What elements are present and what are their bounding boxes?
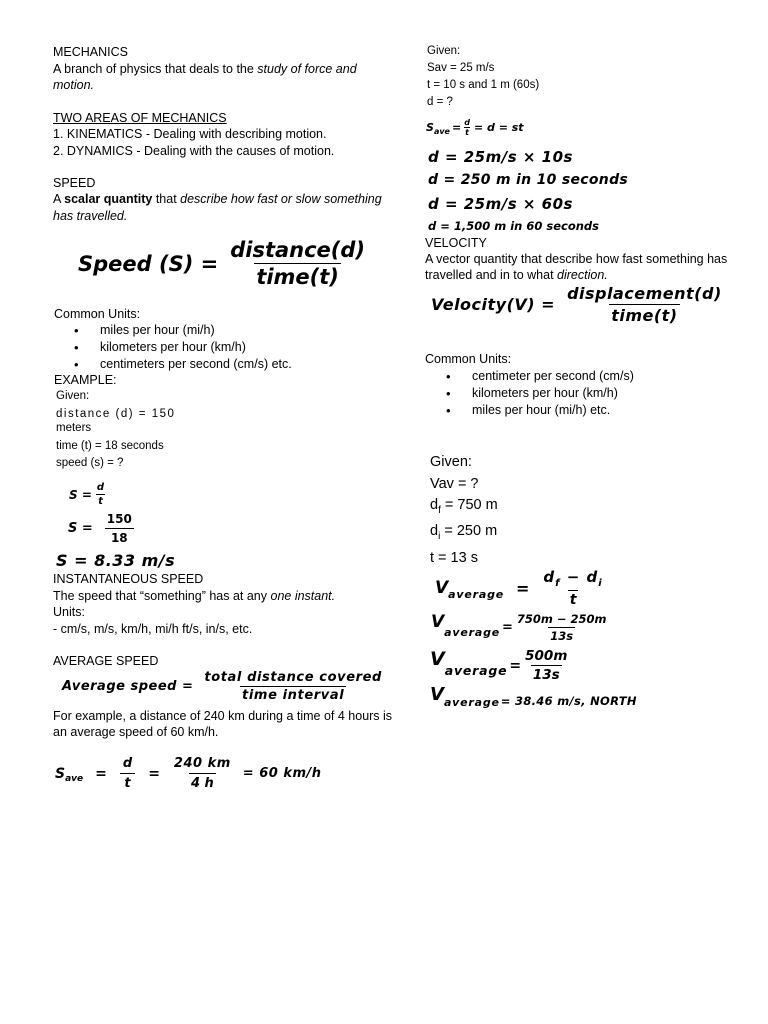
avg-calc-sub: ave [65, 773, 84, 784]
rf1-fraction [463, 118, 471, 137]
vel-formula-lhs: Velocity(V) = [431, 295, 556, 314]
avg-calc-eq1: = [95, 765, 107, 782]
avg-formula-fraction [202, 670, 384, 703]
example-step-1 [69, 482, 106, 507]
velocity-example-given [430, 452, 498, 569]
avg-calc-f2-den: 4 h [189, 773, 216, 791]
speed-formula-num: distance(d) [230, 238, 366, 262]
ve-di-sub: i [438, 531, 441, 543]
speed-formula-lhs: Speed (S) = [78, 251, 219, 276]
v1-v: V [435, 578, 449, 598]
step2-lhs: S = [68, 521, 93, 536]
v2-v: V [431, 611, 445, 632]
avg-calc-eq2: = [148, 765, 160, 782]
speed-formula-den: time(t) [256, 265, 339, 289]
v3-sub: average [444, 663, 508, 678]
mechanics-def-italic: study of force and [257, 62, 357, 76]
speed-formula-fraction [228, 238, 367, 289]
right-common-units-title: Common Units: [425, 352, 512, 366]
velocity-definition-end [425, 267, 608, 283]
right-line-3: d = 25m/s × 60s [428, 195, 573, 213]
example-step-2 [68, 512, 138, 545]
step1-den: t [98, 496, 103, 507]
mechanics-def-italic-2: motion. [53, 78, 94, 92]
instantaneous-definition [53, 588, 335, 604]
v4-sub: average [443, 696, 500, 709]
step2-num: 150 [106, 512, 132, 526]
avg-calc-fraction-1 [119, 756, 136, 791]
vavg-formula-2: V $_{average}$ = $\frac{750m - 250m}{13s}$ [431, 611, 607, 643]
right-common-units-list [472, 368, 634, 419]
mechanics-title: MECHANICS [53, 45, 129, 59]
average-speed-title: AVERAGE SPEED [53, 654, 159, 668]
example-given-distance: distance (d) = 150 [56, 408, 176, 420]
vel-formula-den: time(t) [611, 306, 678, 325]
unit-item: • miles per hour (mi/h) etc. [472, 402, 634, 419]
unit-item: • kilometers per hour (km/h) [472, 385, 634, 402]
v3-den: 13s [532, 667, 560, 683]
vavg-formula-4 [430, 684, 637, 709]
v1-fraction [541, 568, 604, 608]
step2-den: 18 [105, 528, 134, 545]
ve-t: t = 13 s [430, 549, 478, 566]
rf1-num: d [464, 118, 470, 127]
speed-def-bold: scalar quantity [64, 192, 153, 206]
v2-num: 750m − 250m [516, 612, 607, 626]
ve-di-d: d [430, 523, 439, 540]
step2-fraction [101, 512, 138, 545]
v3-v: V [430, 647, 445, 670]
speed-def-italic-2: has travelled. [53, 209, 128, 223]
v4-v: V [430, 684, 444, 705]
speed-formula [78, 238, 367, 289]
avg-calc-s: S [55, 765, 66, 782]
mechanics-def-text: A branch of physics that deals to the [53, 62, 258, 76]
right-given: Given: [427, 45, 461, 57]
v4-result: = 38.46 m/s, NORTH [500, 693, 637, 708]
vel-formula-fraction [565, 284, 724, 325]
common-units-title: Common Units: [54, 307, 141, 321]
instantaneous-units-list: - cm/s, m/s, km/h, mi/h ft/s, in/s, etc. [53, 622, 253, 636]
unit-item: • kilometers per hour (km/h) [100, 339, 292, 356]
vavg-formula-3: V $_{average}$ = $\frac{500m}{13s}$ [430, 647, 568, 683]
avg-calc-result: = 60 km/h [242, 766, 322, 781]
example-title: EXAMPLE: [54, 373, 117, 387]
avg-calc-f1-den: t [120, 773, 134, 791]
ve-df [430, 495, 498, 521]
areas-title: TWO AREAS OF MECHANICS [53, 111, 227, 125]
average-speed-formula [62, 670, 384, 703]
step1-num: d [96, 482, 105, 493]
avg-formula-lhs: Average speed = [62, 679, 194, 694]
ve-df-sub: f [438, 504, 441, 516]
average-example-line-2: an average speed of 60 km/h. [53, 725, 219, 739]
example-given-time: time (t) = 18 seconds [56, 440, 164, 452]
avg-calc-fraction-2 [172, 756, 233, 791]
v2-sub: average [444, 626, 501, 639]
unit-item: • miles per hour (mi/h) [100, 322, 292, 339]
speed-title: SPEED [53, 176, 96, 190]
average-example-line-1: For example, a distance of 240 km during a time of 4 hours is [53, 709, 393, 723]
ve-given: Given: [430, 454, 472, 470]
ve-di-val: = 250 m [440, 523, 498, 540]
avg-formula-den: time interval [242, 688, 345, 703]
right-line-1: d = 25m/s × 10s [428, 148, 573, 166]
right-given-sav: Sav = 25 m/s [427, 62, 495, 74]
inst-def-italic: one instant. [270, 589, 336, 603]
instantaneous-units-label: Units: [53, 605, 85, 619]
vel-def-text: travelled and in to what [425, 268, 558, 282]
velocity-title: VELOCITY [425, 236, 487, 250]
v2-den: 13s [550, 629, 574, 643]
rf1-s: S [426, 121, 434, 134]
speed-def-a: A [53, 192, 65, 206]
v1-num-text: $d_f - d_i$ [543, 568, 603, 589]
vel-def-italic: direction. [557, 268, 608, 282]
rf1-den: t [465, 128, 469, 137]
area-dynamics: 2. DYNAMICS - Dealing with the causes of motion. [53, 144, 335, 158]
average-calculation [55, 756, 322, 791]
step1-lhs: S = [69, 487, 92, 502]
example-result: S = 8.33 m/s [56, 551, 176, 570]
example-given-meters: meters [56, 422, 92, 434]
unit-item: • centimeter per second (cm/s) [472, 368, 634, 385]
v1-den: t [569, 592, 577, 608]
step1-fraction [95, 482, 106, 507]
unit-item: • centimeters per second (cm/s) etc. [100, 356, 292, 373]
v1-num [541, 568, 604, 590]
speed-def-c: that [152, 192, 181, 206]
right-given-d: d = ? [427, 96, 453, 108]
ve-vav: Vav = ? [430, 475, 479, 492]
avg-calc-f2-num: 240 km [173, 756, 231, 771]
speed-def-italic: describe how fast or slow something [180, 192, 382, 206]
vavg-formula-1: V $_{average}$ = $\frac{d_f - d_i}{t}$ [435, 568, 603, 608]
avg-formula-num: total distance covered [204, 670, 382, 685]
v3-fraction [523, 648, 569, 683]
ve-df-d: d [430, 497, 439, 513]
example-given: Given: [56, 390, 90, 402]
instantaneous-title: INSTANTANEOUS SPEED [53, 572, 204, 586]
speed-definition-end [53, 208, 127, 224]
v2-fraction [515, 612, 609, 643]
area-kinematics: 1. KINEMATICS - Dealing with describing motion. [53, 127, 327, 141]
right-formula-1: S $_{ave}$ = $\frac{d}{t}$ = d = st [426, 118, 524, 137]
mechanics-definition [53, 61, 357, 77]
vel-formula-num: displacement(d) [567, 284, 722, 303]
velocity-formula [431, 284, 724, 325]
speed-definition [53, 191, 382, 207]
right-given-time: t = 10 s and 1 m (60s) [427, 79, 540, 91]
mechanics-definition-end [53, 77, 94, 93]
right-line-2: d = 250 m in 10 seconds [428, 172, 629, 188]
velocity-definition: A vector quantity that describe how fast something has [425, 252, 728, 266]
example-given-speed: speed (s) = ? [56, 457, 124, 469]
inst-def-text: The speed that “something” has at any [53, 589, 271, 603]
ve-df-val: = 750 m [440, 497, 498, 513]
v1-sub: average [448, 587, 505, 601]
avg-calc-f1-num: d [122, 756, 133, 771]
right-line-4: d = 1,500 m in 60 seconds [428, 219, 600, 233]
rf1-sub: ave [433, 127, 450, 136]
v3-num: 500m [525, 648, 568, 664]
rf1-rhs: = d = st [473, 121, 524, 134]
ve-di [430, 521, 498, 547]
common-units-list [100, 322, 292, 373]
